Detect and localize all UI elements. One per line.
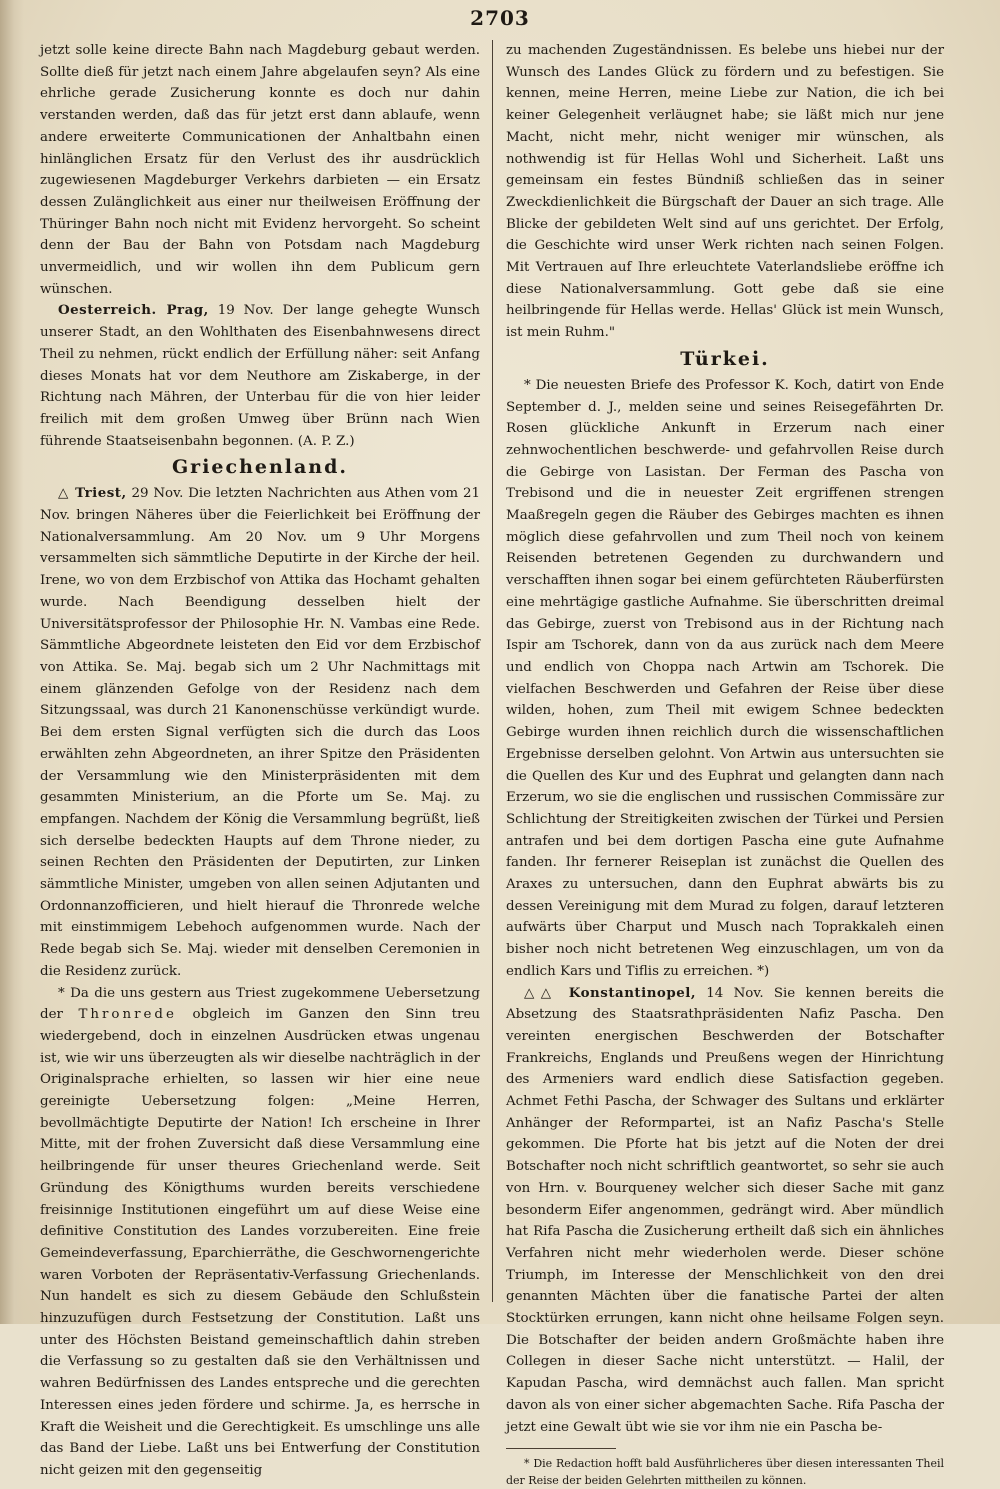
- left-column: [40, 40, 480, 1478]
- right-column: [506, 40, 944, 1488]
- page-number: 2703: [470, 6, 530, 30]
- paragraph-konstantinopel-text: 14 Nov. Sie kennen bereits die Absetzung des Staatsrathpräsidenten Nafiz Pascha. Den vereinten energischen Beschwerden der Botschafter Frankreichs, Englands und Preußens wegen der Hinrichtung des Armeniers ward endlich diese Satisfaction gegeben. Achmet Fethi Pascha, der Schwager des Sultans und erklärter Anhänger der Reformpartei, ist an Nafiz Pascha's Stelle gekommen. Die Pforte hat bis jetzt auf die Noten der drei Botschafter noch nicht schriftlich geantwortet, so sehr sie auch von Hrn. v. Bourqueney welcher sich dieser Sache mit ganz besonderm Eifer angenommen, gedrängt wird. Aber mündlich hat Rifa Pascha die Zusicherung ertheilt daß sich ein ähnliches Verfahren nicht mehr wiederholen werde. Dieser schöne Triumph, im Interesse der Menschlichkeit von den drei genannten Mächten über die fanatische Partei der alten Stocktürken errungen, kann nicht ohne heilsame Folgen seyn. Die Botschafter der beiden andern Großmächte haben ihre Collegen in dieser Sache nicht unterstützt. — Halil, der Kapudan Pascha, wird demnächst auch fallen. Man spricht davon als von einer sicher abgemachten Sache. Rifa Pascha der jetzt eine Gewalt übt wie sie vor ihm nie ein Pascha be-: [506, 985, 944, 1435]
- paragraph-prague: [40, 300, 480, 452]
- dateline-oesterreich-prag: Oesterreich. Prag,: [58, 302, 209, 319]
- paragraph-triest-text: 29 Nov. Die letzten Nachrichten aus Athen vom 21 Nov. bringen Näheres über die Feierlichkeit bei Eröffnung der Nationalversammlung. Am 20 Nov. um 9 Uhr Morgens versammelten sich sämmtliche Deputirte in der Kirche der heil. Irene, wo von dem Erzbischof von Attika das Hochamt gehalten wurde. Nach Beendigung desselben hielt der Universitätsprofessor der Philosophie Hr. N. Vambas eine Rede. Sämmtliche Abgeordnete leisteten den Eid vor dem Erzbischof von Attika. Se. Maj. begab sich um 2 Uhr Nachmittags mit einem glänzenden Gefolge von der Residenz nach dem Sitzungssaal, was durch 21 Kanonenschüsse verkündigt wurde. Bei dem ersten Signal verfügten sich die durch das Loos erwählten zehn Abgeordneten, an ihrer Spitze den Präsidenten der Versammlung wie den Ministerpräsidenten mit dem gesammten Ministerium, an die Pforte um Se. Maj. zu empfangen. Nachdem der König die Versammlung begrüßt, ließ sich derselbe bedeckten Haupts auf dem Throne nieder, zu seinen Rechten den Präsidenten der Deputirten, zur Linken sämmtliche Minister, umgeben von allen seinen Adjutanten und Ordonnanzofficieren, und hielt hierauf die Thronrede welche mit einstimmigem Lebehoch aufgenommen wurde. Nach der Rede begab sich Se. Maj. wieder mit denselben Ceremonien in die Residenz zurück.: [40, 486, 480, 979]
- footnote-rule: [506, 1448, 616, 1449]
- dateline-konstantinopel: △△ Konstantinopel,: [524, 984, 696, 1001]
- paragraph-thronrede: [40, 983, 480, 1482]
- page-edge-shadow: [0, 0, 24, 1324]
- paragraph-thronrede-text-a: * Da die uns gestern aus Triest zugekommene Uebersetzung der: [40, 985, 480, 1023]
- paragraph-thronrede-text-b: obgleich im Ganzen den Sinn treu wiedergebend, doch in einzelnen Ausdrücken etwas ungenau ist, wie wir uns überzeugten als wir dieselbe nachträglich in der Originalsprache erhielten, so lassen wir hier eine neue gereinigte Uebersetzung folgen: „Meine Herren, bevollmächtigte Deputirte der Nation! Ich erscheine in Ihrer Mitte, mit der frohen Zuversicht daß diese Versammlung eine heilbringende für unser theures Griechenland werde. Seit Gründung des Königthums wurden bereits verschiedene freisinnige Institutionen eingeführt um auf diese Weise eine definitive Constitution des Landes vorzubereiten. Eine freie Gemeindeverfassung, Eparchierräthe, die Geschwornengerichte waren Vorboten der Repräsentativ-Verfassung Griechenlands. Nun handelt es sich zu diesem Gebäude den Schlußstein hinzuzufügen durch Festsetzung der Constitution. Laßt uns unter des Höchsten Beistand gemeinschaftlich dahin streben die Verfassung so zu gestalten daß sie den Verhältnissen und wahren Bedürfnissen des Landes entspreche und die gerechten Interessen eines jeden fördere und schirme. Ja, es herrsche in Kraft die Weisheit und die Gerechtigkeit. Es umschlinge uns alle das Band der Liebe. Laßt uns bei Entwerfung der Constitution nicht geizen mit den gegenseitig: [40, 1007, 480, 1478]
- paragraph-railway-magdeburg: jetzt solle keine directe Bahn nach Magdeburg gebaut werden. Sollte dieß für jetzt nach einem Jahre abgelaufen seyn? Als eine ehrliche gerade Zusicherung konnte es doch nur dahin verstanden werden, daß das für jetzt erst dann ablaufe, wenn andere erweiterte Communicationen der Anhaltbahn einen hinlänglichen Ersatz für den Verlust des ihr ausdrücklich zugewiesenen Magdeburger Verkehrs darbieten — ein Ersatz dessen Zulänglichkeit aus einer nur theilweisen Eröffnung der Thüringer Bahn noch nicht mit Evidenz hervorgeht. So scheint denn der Bau der Bahn von Potsdam nach Magdeburg unvermeidlich, und wir wollen ihn dem Publicum gern wünschen.: [40, 43, 480, 297]
- column-divider: [492, 40, 493, 1302]
- dateline-triest: △ Triest,: [58, 485, 127, 502]
- paragraph-speech-continued: zu machenden Zugeständnissen. Es belebe uns hiebei nur der Wunsch des Landes Glück zu fördern und zu befestigen. Sie kennen, meine Herren, meine Liebe zur Nation, die ich bei keiner Gelegenheit verläugnet habe; sie läßt mich nur jene Macht, nicht mehr, nicht weniger mir wünschen, als nothwendig ist für Hellas Wohl und Sicherheit. Laßt uns gemeinsam ein festes Bündniß schließen das in seiner Zweckdienlichkeit die Bürgschaft der Dauer an sich trage. Alle Blicke der gebildeten Welt sind auf uns gerichtet. Der Erfolg, die Geschichte wird unser Werk richten nach seinen Folgen. Mit Vertrauen auf Ihre erleuchtete Vaterlandsliebe eröffne ich diese Nationalversammlung. Gott gebe daß sie eine heilbringende für Hellas werde. Hellas' Glück ist mein Wunsch, ist mein Ruhm.": [506, 43, 944, 341]
- paragraph-prague-text: 19 Nov. Der lange gehegte Wunsch unserer Stadt, an den Wohlthaten des Eisenbahnwesens direct Theil zu nehmen, rückt endlich der Erfüllung näher: seit Anfang dieses Monats hat vor dem Neuthore am Ziskaberge, in der Richtung nach Mähren, der Unterbau für die von hier leider freilich mit dem großen Umweg über Brünn nach Wien führende Staatseisenbahn begonnen. (A. P. Z.): [40, 303, 480, 449]
- paragraph-konstantinopel: [506, 983, 944, 1439]
- section-heading-griechenland: Griechenland.: [171, 456, 349, 479]
- section-heading-tuerkei: Türkei.: [680, 347, 770, 370]
- word-thronrede: Thronrede: [78, 1007, 177, 1023]
- paragraph-koch-travels: * Die neuesten Briefe des Professor K. Koch, datirt von Ende September d. J., melden seine und seines Reisegefährten Dr. Rosen glückliche Ankunft in Erzerum nach einer zehnwochentlichen beschwerde- und gefahrvollen Reise durch die Gebirge von Lasistan. Der Ferman des Pascha von Trebisond und die in neuester Zeit ergriffenen strengen Maaßregeln gegen die Räuber des Gebirges machten es ihnen möglich diese gefahrvollen und zum Theil noch von keinem Reisenden betretenen Gegenden zu durchwandern und verschafften ihnen sogar bei einem gefürchteten Räuberfürsten eine mehrtägige gastliche Aufnahme. Sie überschritten dreimal das Gebirge, zuerst von Trebisond aus in der Richtung nach Ispir am Tschorek, dann von da aus zurück nach dem Meere und endlich von Choppa nach Artwin am Tschorek. Die vielfachen Beschwerden und Gefahren der Reise über diese wilden, hohen, zum Theil mit ewigem Schnee bedeckten Gebirge wurden ihnen reichlich durch die wissenschaftlichen Ergebnisse derselben gelohnt. Von Artwin aus untersuchten sie die Quellen des Kur und des Euphrat und gelangten dann nach Erzerum, wo sie die englischen und russischen Commissäre zur Schlichtung der Streitigkeiten zwischen der Türkei und Persien antrafen und bei dem dortigen Pascha eine gute Aufnahme fanden. Ihr fernerer Reiseplan ist zunächst die Quellen des Araxes zu untersuchen, dann den Euphrat abwärts bis zu dessen Vereinigung mit dem Murad zu folgen, darauf letzteren aufwärts über Charput und Musch nach Toprakkaleh einen bisher noch nicht betretenen Weg einzuschlagen, um von da endlich Kars und Tiflis zu erreichen. *): [506, 377, 944, 979]
- paragraph-triest: [40, 483, 480, 982]
- footnote: * Die Redaction hofft bald Ausführlicheres über diesen interessanten Theil der Reise der beiden Gelehrten mittheilen zu können.: [506, 1457, 944, 1488]
